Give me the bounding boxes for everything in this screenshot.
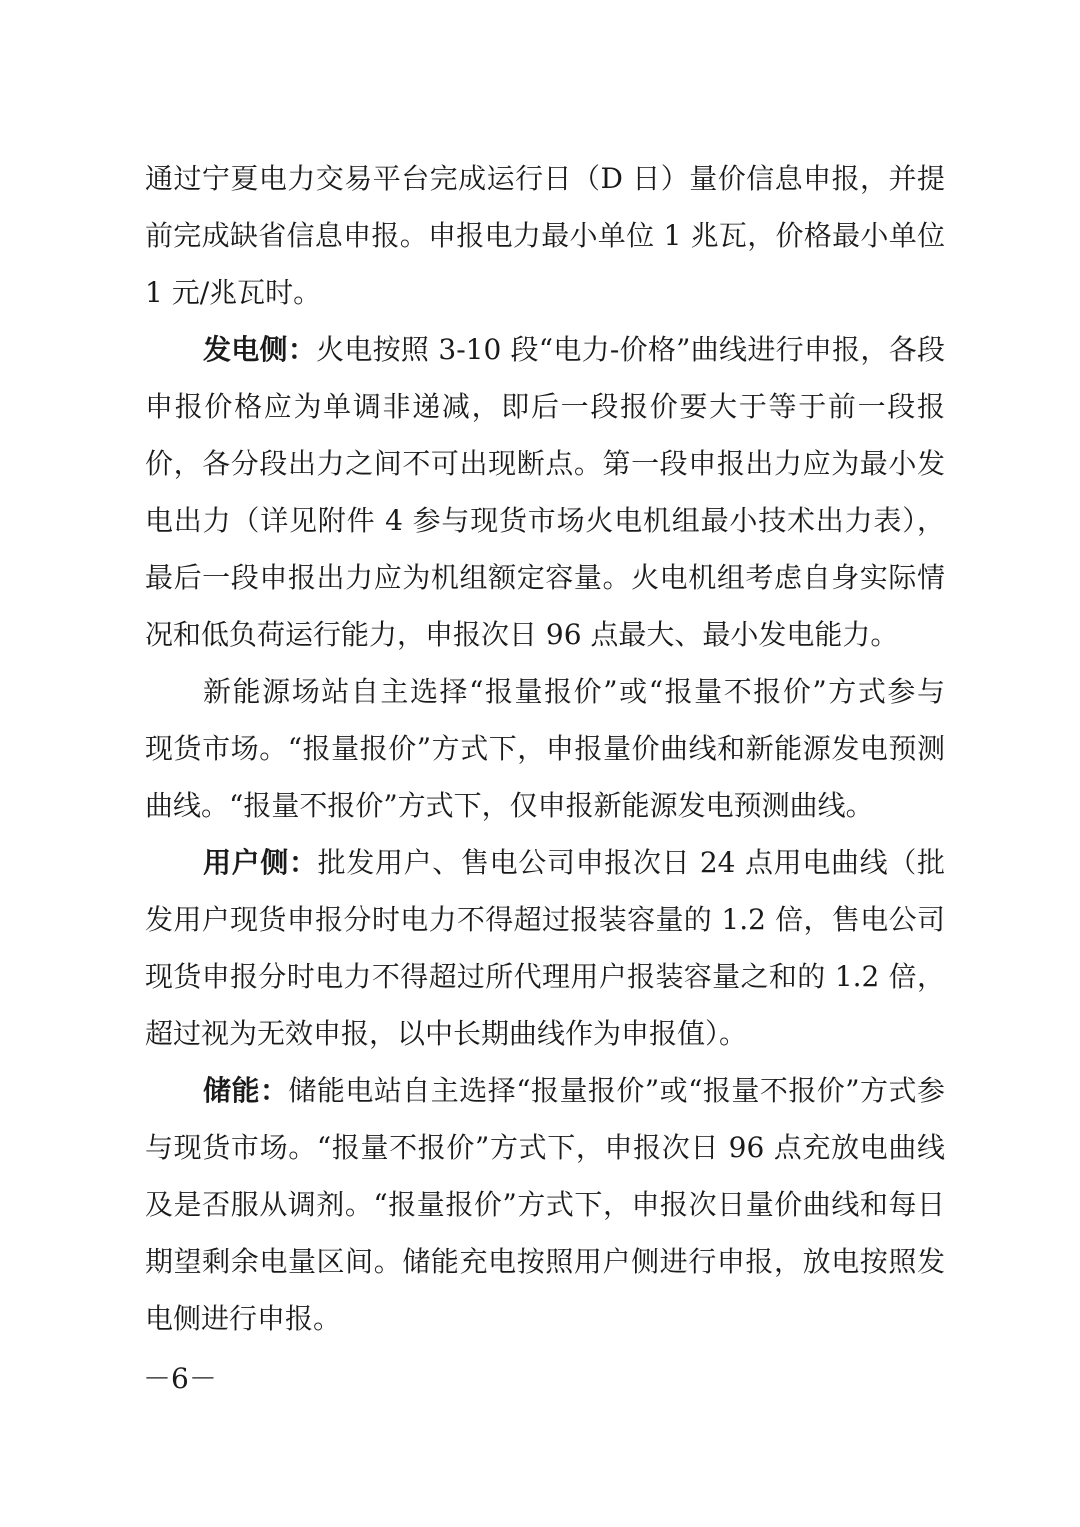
text-line: 最后一段申报出力应为机组额定容量。火电机组考虑自身实际情 [145,561,945,594]
text-line: 价，各分段出力之间不可出现断点。第一段申报出力应为最小发 [145,447,945,480]
text-line: 前完成缺省信息申报。申报电力最小单位 1 兆瓦，价格最小单位 [145,219,945,252]
paragraph-intro [145,150,945,321]
text-line: 电侧进行申报。 [145,1302,342,1335]
text-line: 曲线。“报量不报价”方式下，仅申报新能源发电预测曲线。 [145,789,874,822]
page-number: －6－ [143,1362,217,1395]
section-label-generation: 发电侧： [203,333,317,366]
section-label-user: 用户侧： [203,846,318,879]
text-line: 现货申报分时电力不得超过所代理用户报装容量之和的 1.2 倍， [145,960,945,993]
text-line [145,321,945,378]
text-line: 况和低负荷运行能力，申报次日 96 点最大、最小发电能力。 [145,618,899,651]
document-page [145,150,945,1347]
text-span: 火电按照 3-10 段“电力-价格”曲线进行申报，各段 [316,333,945,366]
text-line: 与现货市场。“报量不报价”方式下，申报次日 96 点充放电曲线 [145,1131,945,1164]
paragraph-renewable [145,663,945,834]
text-line: 新能源场站自主选择“报量报价”或“报量不报价”方式参与 [203,675,945,708]
paragraph-storage [145,1062,945,1347]
paragraph-user [145,834,945,1062]
text-line [145,1062,945,1119]
text-line: 发用户现货申报分时电力不得超过报装容量的 1.2 倍，售电公司 [145,903,945,936]
text-line [145,834,945,891]
text-line: 申报价格应为单调非递减，即后一段报价要大于等于前一段报 [145,390,945,423]
text-span: 储能电站自主选择“报量报价”或“报量不报价”方式参 [288,1074,945,1107]
section-label-storage: 储能： [203,1074,289,1107]
text-line: 电出力（详见附件 4 参与现货市场火电机组最小技术出力表）， [145,504,945,537]
paragraph-generation [145,321,945,663]
text-line: 现货市场。“报量报价”方式下，申报量价曲线和新能源发电预测 [145,732,945,765]
text-line: 及是否服从调剂。“报量报价”方式下，申报次日量价曲线和每日 [145,1188,945,1221]
text-line: 超过视为无效申报，以中长期曲线作为申报值）。 [145,1017,748,1050]
text-line: 1 元/兆瓦时。 [145,276,322,309]
text-line: 期望剩余电量区间。储能充电按照用户侧进行申报，放电按照发 [145,1245,945,1278]
text-span: 批发用户、售电公司申报次日 24 点用电曲线（批 [317,846,945,879]
text-line: 通过宁夏电力交易平台完成运行日（D 日）量价信息申报，并提 [145,162,945,195]
